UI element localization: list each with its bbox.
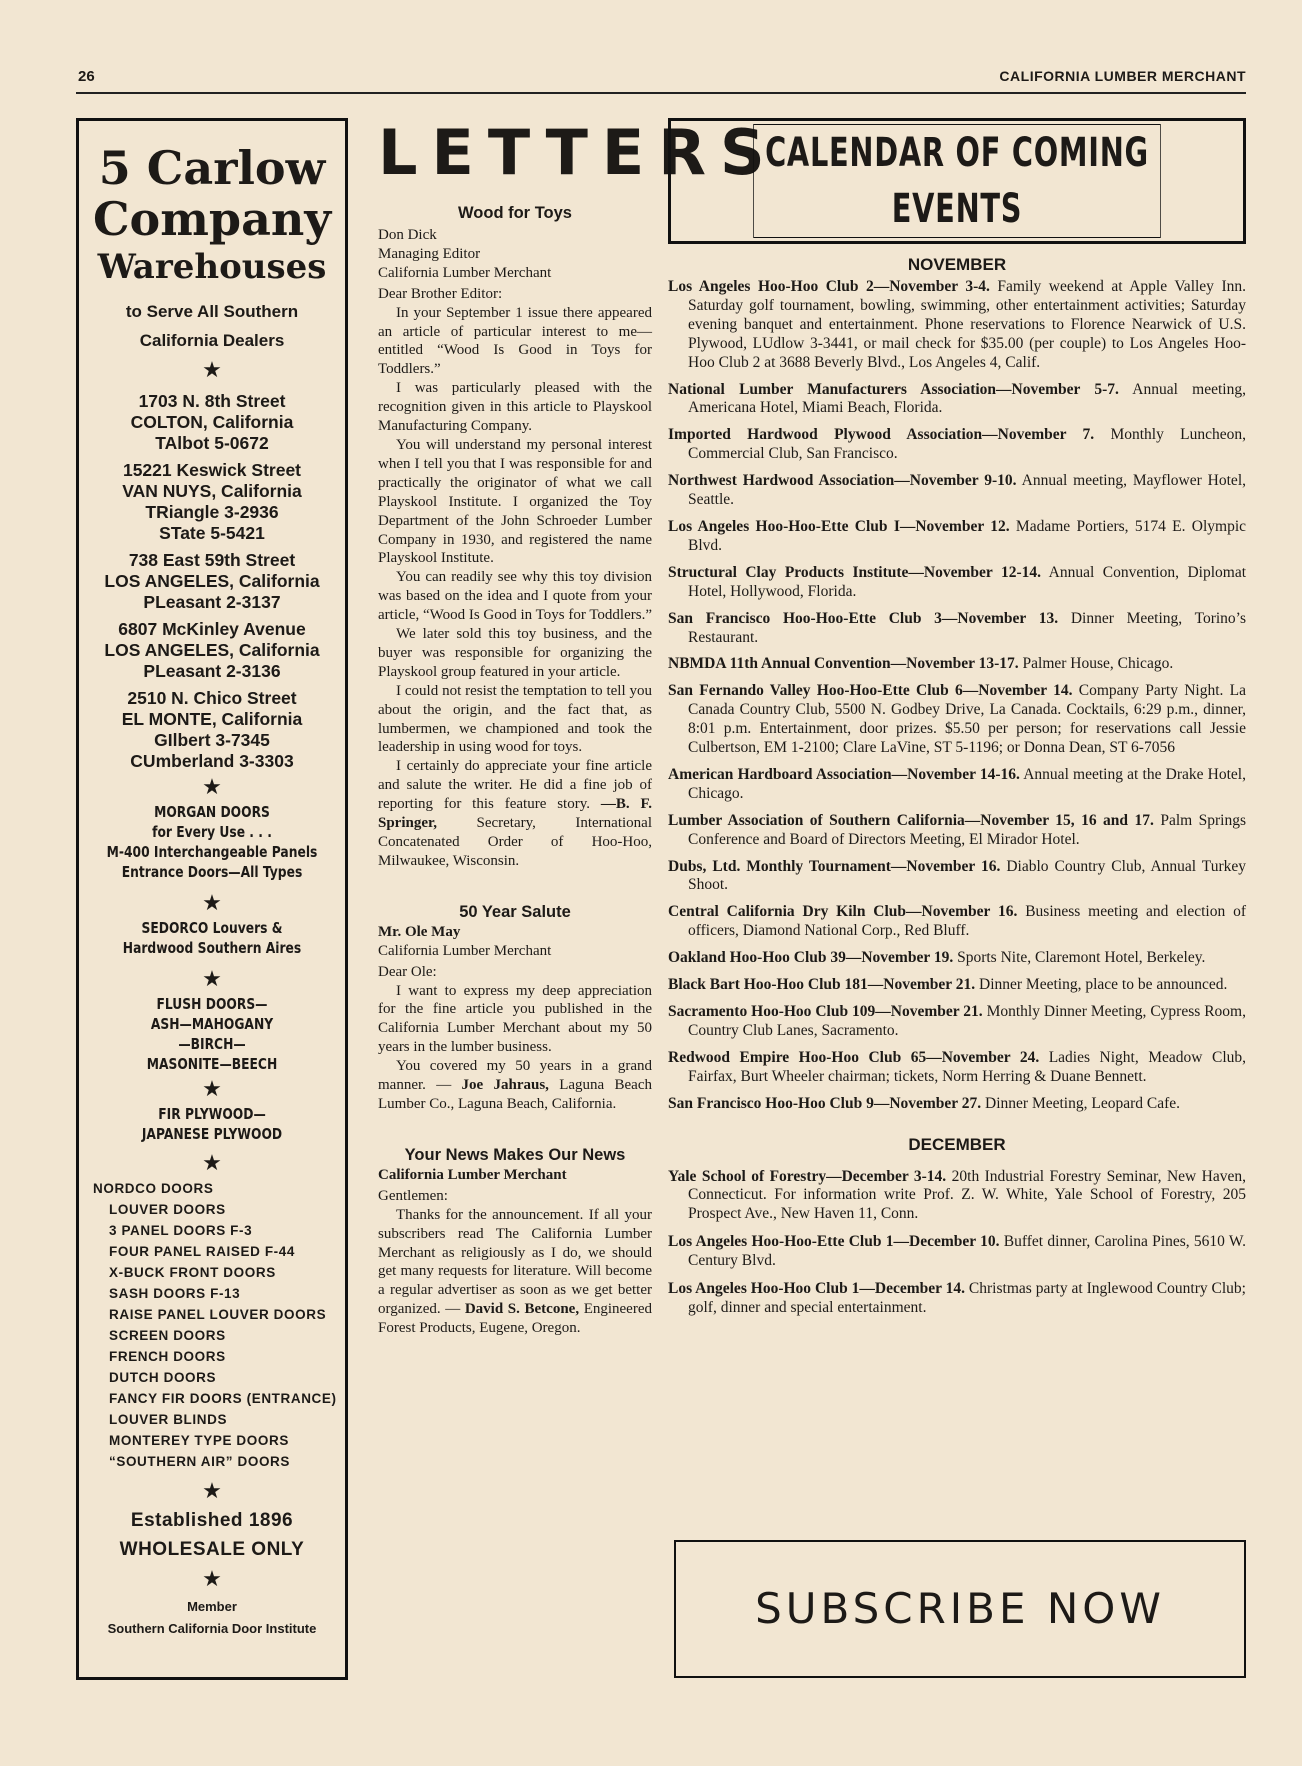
letter-signature: Joe Jahraus, (461, 1077, 549, 1094)
letter-text: Thanks for the announcement. If all your subscribers read The California Lumber Merchant as religiously as I do, we should get many requests for literature. Will become a regular advertiser as soon as we get better organized. — (378, 1206, 652, 1318)
letter-recipient: California Lumber Merchant (378, 264, 552, 281)
letter-recipient: California Lumber Merchant (378, 942, 552, 959)
calendar-event (668, 1049, 1246, 1087)
product-line: JAPANESE PLYWOOD (141, 1125, 283, 1143)
letter-recipient: Don Dick (378, 227, 437, 243)
month-heading-december: DECEMBER (908, 1134, 1006, 1154)
event-details: Dinner Meeting, Torino’s Restaurant. (688, 609, 1247, 646)
star-icon: ★ (202, 1150, 222, 1175)
calendar-event (668, 1168, 1246, 1225)
product-line: —BIRCH— (178, 1035, 246, 1053)
address-phone: PLeasant 2-3137 (143, 592, 281, 612)
location-el-monte (79, 688, 345, 772)
star-icon: ★ (202, 1076, 222, 1101)
calendar-event (668, 1003, 1246, 1041)
event-details: Family weekend at Apple Valley Inn. Saturday golf tournament, bowling, swimming, other entertainment activities; Saturday evening banquet and entertainment. Phone reservations to Florence Nearwick of U.S. Plywood, LUdlow 3-3441, or mail check for $35.00 (per couple) to Los Angeles Hoo-Hoo Club 2 at 3688 Beverly Blvd., Los Angeles 4, Calif. (688, 278, 1246, 371)
location-van-nuys (79, 460, 345, 544)
calendar-title: CALENDAR OF COMING EVENTS (753, 124, 1161, 238)
letters-title: LETTERS (378, 116, 779, 189)
calendar-column (668, 118, 1246, 1318)
letter-paragraph: We later sold this toy business, and the buyer was responsible for organizing the Playskool group featured in your article. (378, 626, 652, 680)
location-los-angeles-mckinley (79, 619, 345, 682)
nordco-item: FANCY FIR DOORS (ENTRANCE) (109, 1391, 337, 1406)
calendar-event (668, 426, 1246, 464)
letter-paragraph: I could not resist the temptation to tell you about the origin, and the fact that, as lumbermen, we championed and took the leadership in using wood for toys. (378, 682, 652, 756)
ad-subtitle (79, 297, 345, 355)
publication-name: CALIFORNIA LUMBER MERCHANT (999, 68, 1246, 84)
address-line: 15221 Keswick Street (122, 460, 302, 480)
header-rule (76, 92, 1246, 94)
nordco-item: “SOUTHERN AIR” DOORS (109, 1454, 291, 1469)
december-events (668, 1168, 1246, 1318)
event-name: San Francisco Hoo-Hoo-Ette Club 3—November 13. (668, 609, 1059, 627)
star-icon: ★ (202, 1566, 222, 1591)
event-details: Monthly Dinner Meeting, Cypress Room, Country Club Lanes, Sacramento. (688, 1003, 1246, 1039)
address-phone: GIlbert 3-7345 (154, 730, 270, 750)
letter-signature: —B. F. Springer, (378, 796, 652, 832)
letter-paragraph: In your September 1 issue there appeared an article of particular interest to me—entitled “Wood Is Good in Toys for Toddlers.” (378, 304, 652, 378)
letter-heading: Your News Makes Our News (404, 1145, 626, 1164)
star-icon: ★ (202, 1478, 222, 1503)
ad-title-line-3: Warehouses (97, 247, 327, 287)
event-details: Dinner Meeting, place to be announced. (975, 976, 1228, 994)
calendar-event (668, 655, 1246, 674)
address-phone: CUmberland 3-3303 (130, 751, 294, 771)
event-details: Monthly Luncheon, Commercial Club, San Francisco. (688, 426, 1247, 463)
nordco-item: X-BUCK FRONT DOORS (109, 1265, 276, 1280)
nordco-item: MONTEREY TYPE DOORS (109, 1433, 289, 1448)
event-name: Structural Clay Products Institute—November 12-14. (668, 563, 1042, 581)
letter-paragraph: You can readily see why this toy division was based on the idea and I quote from your article, “Wood Is Good in Toys for Toddlers.” (378, 569, 652, 624)
event-details: Palmer House, Chicago. (1018, 655, 1174, 673)
carlow-company-ad (76, 118, 348, 1680)
address-line: 1703 N. 8th Street (138, 391, 286, 411)
address-city: COLTON, California (130, 412, 294, 432)
star-icon: ★ (202, 774, 222, 799)
calendar-event (668, 610, 1246, 648)
event-details: Company Party Night. La Canada Country Club, 5500 N. Godbey Drive, La Canada. Cocktails, 6:29 p.m., dinner, 8:01 p.m. Entertainment, door prizes. $5.50 per person; for reservations call Jessie Culbertson, EM 1-2100; Clare LaVine, ST 5-1196; or Donna Dean, ST 6-7056 (688, 682, 1246, 757)
event-name: Black Bart Hoo-Hoo Club 181—November 21. (668, 976, 976, 994)
address-phone: STate 5-5421 (159, 523, 265, 543)
nordco-item: RAISE PANEL LOUVER DOORS (109, 1307, 327, 1322)
calendar-event (668, 564, 1246, 602)
event-name: Imported Hardwood Plywood Association—November 7. (668, 426, 1095, 444)
letter-recipient: Mr. Ole May (378, 923, 461, 940)
product-flush-doors (79, 994, 345, 1074)
star-icon: ★ (202, 890, 222, 915)
calendar-event (668, 766, 1246, 804)
letter-salutation: Gentlemen: (378, 1187, 448, 1204)
event-name: Los Angeles Hoo-Hoo-Ette Club 1—December 10. (668, 1233, 1000, 1251)
letter-your-news (378, 1166, 652, 1338)
letter-recipient: Managing Editor (378, 245, 481, 262)
letter-paragraph: You will understand my personal interest when I tell you that I was responsible for and practically the originator of what we call Playskool Institute. I organized the Toy Department of the John Schroeder Lumber Company in 1930, and registered the name Playskool Institute. (378, 436, 652, 567)
calendar-event (668, 1095, 1246, 1114)
letter-text: You covered my 50 years in a grand manner. — (378, 1058, 652, 1094)
nordco-item: 3 PANEL DOORS F-3 (109, 1223, 253, 1238)
calendar-event (668, 976, 1246, 995)
letter-signature: David S. Betcone, (464, 1301, 580, 1318)
event-name: Lumber Association of Southern California—November 15, 16 and 17. (668, 811, 1154, 829)
nordco-item: FOUR PANEL RAISED F-44 (109, 1244, 295, 1259)
event-details: Buffet dinner, Carolina Pines, 5610 W. Century Blvd. (688, 1233, 1246, 1270)
product-line: Entrance Doors—All Types (121, 863, 303, 881)
address-city: LOS ANGELES, California (104, 571, 320, 591)
ad-subtitle-line: California Dealers (139, 331, 285, 350)
location-los-angeles-59th (79, 550, 345, 613)
letter-heading: Wood for Toys (458, 204, 572, 222)
ad-title-line-1: 5 Carlow (98, 141, 326, 195)
product-line: for Every Use . . . (152, 823, 272, 841)
product-line: Hardwood Southern Aires (122, 939, 302, 957)
calendar-event (668, 1233, 1246, 1271)
event-details: Annual meeting, Mayflower Hotel, Seattle. (688, 472, 1246, 509)
event-details: Annual Convention, Diplomat Hotel, Hollywood, Florida. (688, 563, 1247, 600)
product-line: M-400 Interchangeable Panels (106, 843, 318, 861)
address-city: LOS ANGELES, California (104, 640, 320, 660)
event-name: Los Angeles Hoo-Hoo-Ette Club I—November 12. (668, 517, 1010, 535)
product-line: ASH—MAHOGANY (150, 1015, 274, 1033)
calendar-event (668, 949, 1246, 968)
letter-signature-detail: Laguna Beach Lumber Co., Laguna Beach, California. (378, 1077, 652, 1112)
event-name: Sacramento Hoo-Hoo Club 109—November 21. (668, 1003, 983, 1020)
nordco-item: LOUVER BLINDS (109, 1412, 228, 1427)
calendar-event (668, 381, 1246, 419)
event-details: Diablo Country Club, Annual Turkey Shoot. (688, 857, 1246, 894)
event-details: Annual meeting, Americana Hotel, Miami Beach, Florida. (688, 380, 1246, 417)
nordco-doors-list (79, 1178, 345, 1472)
star-icon: ★ (202, 357, 222, 382)
address-phone: TAlbot 5-0672 (155, 433, 269, 453)
letter-50-year-salute (378, 923, 652, 1114)
product-line: SEDORCO Louvers & (141, 919, 283, 937)
location-colton (79, 391, 345, 454)
address-phone: TRiangle 3-2936 (145, 502, 279, 522)
calendar-event (668, 1280, 1246, 1318)
event-details: Christmas party at Inglewood Country Club; golf, dinner and special entertainment. (688, 1280, 1246, 1316)
address-line: 6807 McKinley Avenue (118, 619, 306, 639)
event-details: 20th Industrial Forestry Seminar, New Haven, Connecticut. For information write Prof. Z. W. White, Yale School of Forestry, 205 Prospect Ave., New Haven 11, Conn. (688, 1167, 1246, 1223)
event-details: Business meeting and election of officers, Diamond National Corp., Red Bluff. (688, 903, 1246, 940)
event-name: San Fernando Valley Hoo-Hoo-Ette Club 6—November 14. (668, 682, 1073, 700)
event-name: Dubs, Ltd. Monthly Tournament—November 16. (668, 857, 1001, 875)
event-details: Sports Nite, Claremont Hotel, Berkeley. (953, 949, 1206, 967)
event-name: Los Angeles Hoo-Hoo Club 1—December 14. (668, 1280, 966, 1298)
calendar-event (668, 903, 1246, 941)
nordco-item: FRENCH DOORS (109, 1349, 226, 1364)
calendar-event (668, 278, 1246, 373)
member-organization: Southern California Door Institute (107, 1621, 317, 1636)
address-line: 2510 N. Chico Street (127, 688, 297, 708)
event-name: Los Angeles Hoo-Hoo Club 2—November 3-4. (668, 278, 990, 295)
letter-wood-for-toys (378, 226, 652, 871)
event-name: NBMDA 11th Annual Convention—November 13-17. (668, 655, 1019, 673)
letter-paragraph: I want to express my deep appreciation for the fine article you published in the California Lumber Merchant about my 50 years in the lumber business. (378, 982, 652, 1056)
event-name: San Francisco Hoo-Hoo Club 9—November 27. (668, 1094, 982, 1112)
product-line: MORGAN DOORS (154, 803, 270, 821)
nordco-heading: NORDCO DOORS (93, 1181, 214, 1196)
letters-column (378, 116, 779, 1338)
letter-signature-detail: Secretary, International Concatenated Order of Hoo-Hoo, Milwaukee, Wisconsin. (378, 815, 652, 869)
address-line: 738 East 59th Street (128, 550, 296, 570)
nordco-item: SASH DOORS F-13 (109, 1286, 241, 1301)
calendar-event (668, 812, 1246, 850)
event-details: Palm Springs Conference and Board of Directors Meeting, El Mirador Hotel. (688, 811, 1246, 848)
nordco-item: DUTCH DOORS (109, 1370, 217, 1385)
nordco-item: SCREEN DOORS (109, 1328, 226, 1343)
established-year: Established 1896 (130, 1510, 294, 1531)
letter-paragraph (378, 1206, 652, 1338)
event-name: Central California Dry Kiln Club—November 16. (668, 903, 1018, 921)
event-details: Ladies Night, Meadow Club, Fairfax, Burt Wheeler chairman; tickets, Norm Herring & Duane Bennett. (688, 1048, 1246, 1085)
calendar-title-box (668, 118, 1246, 244)
address-phone: PLeasant 2-3136 (143, 661, 281, 681)
product-line: FLUSH DOORS— (156, 995, 268, 1013)
event-name: Northwest Hardwood Association—November 9-10. (668, 472, 1017, 490)
member-label: Member (187, 1599, 237, 1614)
product-morgan-doors (79, 802, 345, 882)
event-name: Oakland Hoo-Hoo Club 39—November 19. (668, 949, 954, 967)
ad-subtitle-line: to Serve All Southern (125, 302, 299, 321)
address-city: EL MONTE, California (121, 709, 303, 729)
product-sedorco (79, 918, 345, 958)
product-line: FIR PLYWOOD— (158, 1105, 266, 1123)
event-name: Redwood Empire Hoo-Hoo Club 65—November 24. (668, 1048, 1040, 1066)
calendar-event (668, 518, 1246, 556)
calendar-event (668, 682, 1246, 758)
subscribe-now-box[interactable]: SUBSCRIBE NOW (674, 1540, 1246, 1678)
product-line: MASONITE—BEECH (146, 1055, 278, 1073)
letter-paragraph (378, 757, 652, 870)
letter-recipient: California Lumber Merchant (378, 1166, 567, 1183)
event-name: American Hardboard Association—November 14-16. (668, 765, 1020, 783)
month-heading-november: NOVEMBER (907, 255, 1007, 274)
event-details: Annual meeting at the Drake Hotel, Chicago. (688, 765, 1246, 802)
page-number: 26 (78, 68, 95, 85)
letter-salutation: Dear Brother Editor: (378, 285, 503, 302)
address-city: VAN NUYS, California (122, 481, 302, 501)
letter-paragraph: I was particularly pleased with the recognition given in this article to Playskool Manufacturing Company. (378, 380, 652, 435)
wholesale-only: WHOLESALE ONLY (119, 1539, 305, 1560)
star-icon: ★ (202, 966, 222, 991)
letter-heading: 50 Year Salute (459, 902, 571, 921)
event-name: Yale School of Forestry—December 3-14. (668, 1167, 947, 1185)
letter-salutation: Dear Ole: (378, 963, 437, 980)
event-details: Madame Portiers, 5174 E. Olympic Blvd. (688, 517, 1247, 554)
november-events (668, 278, 1246, 1114)
event-details: Dinner Meeting, Leopard Cafe. (981, 1094, 1180, 1112)
letter-text: I certainly do appreciate your fine article and salute the writer. He did a fine job of reporting for this feature story. (378, 758, 652, 813)
ad-title-line-2: Company (92, 192, 332, 246)
calendar-event (668, 472, 1246, 510)
letter-signature-detail: Engineered Forest Products, Eugene, Oregon. (378, 1301, 652, 1337)
nordco-item: LOUVER DOORS (109, 1202, 226, 1217)
letter-paragraph (378, 1057, 652, 1114)
product-fir-plywood (79, 1104, 345, 1144)
calendar-event (668, 858, 1246, 896)
event-name: National Lumber Manufacturers Association—November 5-7. (668, 380, 1119, 398)
